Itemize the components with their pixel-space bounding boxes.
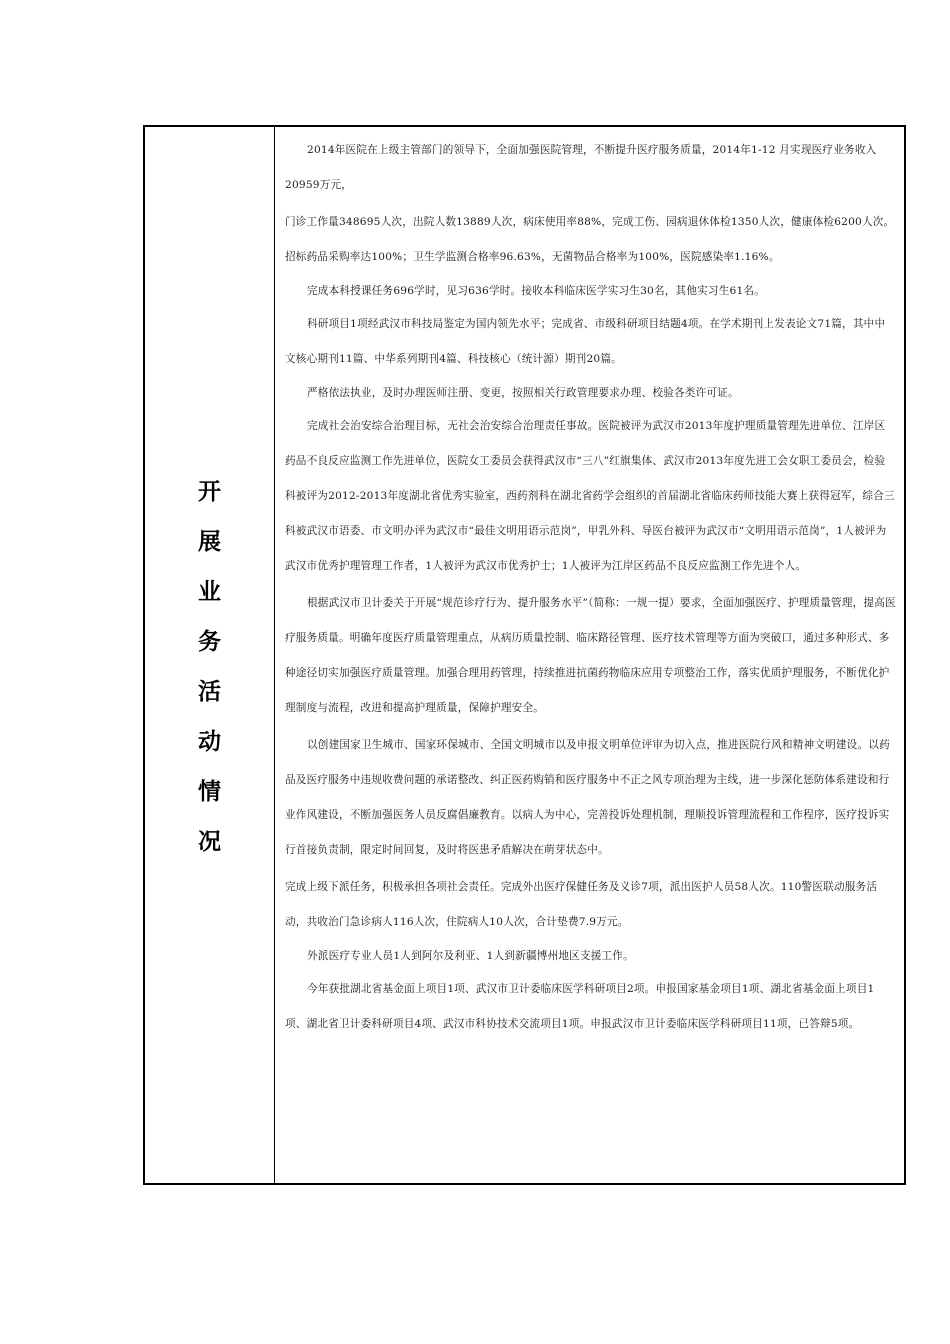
section-label-char: 况: [198, 828, 221, 855]
section-label-char: 展: [198, 528, 221, 555]
section-label-char: 活: [198, 678, 221, 705]
paragraph-honors: 完成社会治安综合治理目标，无社会治安综合治理责任事故。医院被评为武汉市2013年度护理质量管理先进单位、江岸区药品不良反应监测工作先进单位，医院女工委员会获得武汉市“三八”红旗集体、武汉市2013年度先进工会女职工委员会，检验科被评为2012-2013年度湖北省优秀实验室，西药剂科在湖北省药学会组织的首届湖北省临床药师技能大赛上获得冠军，综合三科被武汉市语委、市文明办评为武汉市“最佳文明用语示范岗”，甲乳外科、导医台被评为武汉市“文明用语示范岗”，1人被评为武汉市优秀护理管理工作者，1人被评为武汉市优秀护士；1人被评为江岸区药品不良反应监测工作先进个人。: [285, 420, 895, 572]
paragraph-ethics: 以创建国家卫生城市、国家环保城市、全国文明城市以及申报文明单位评审为切入点，推进医院行风和精神文明建设。以药品及医疗服务中违规收费问题的承诺整改、纠正医药购销和医疗服务中不正之风专项治理为主线，进一步深化惩防体系建设和行业作风建设，不断加强医务人员反腐倡廉教育。以病人为中心，完善投诉处理机制，理顺投诉管理流程和工作程序，医疗投诉实行首接负责制，限定时间回复，及时将医患矛盾解决在萌芽状态中。: [285, 739, 890, 856]
section-label-char: 动: [198, 728, 221, 755]
section-label-char: 情: [198, 778, 221, 805]
paragraph-research: 科研项目1项经武汉市科技局鉴定为国内领先水平；完成省、市级科研项目结题4项。在学术期刊上发表论文71篇，其中中文核心期刊11篇、中华系列期刊4篇、科技核心（统计源）期刊20篇。: [285, 318, 886, 365]
paragraph-social-duty: 完成上级下派任务，积极承担各项社会责任。完成外出医疗保健任务及义诊7项，派出医护人员58人次。110警医联动服务活动，共收治门急诊病人116人次，住院病人10人次，合计垫费7.9万元。: [285, 881, 878, 928]
report-table: [143, 125, 906, 1185]
paragraph-licensing: 严格依法执业，及时办理医师注册、变更，按照相关行政管理要求办理、校验各类许可证。: [307, 387, 739, 399]
paragraph-quality: 根据武汉市卫计委关于开展“规范诊疗行为、提升服务水平”（简称：一规一提）要求，全面加强医疗、护理质量管理，提高医疗服务质量。明确年度医疗质量管理重点，从病历质量控制、临床路径管理、医疗技术管理等方面为突破口，通过多种形式、多种途径切实加强医疗质量管理。加强合理用药管理，持续推进抗菌药物临床应用专项整治工作，落实优质护理服务，不断优化护理制度与流程，改进和提高护理质量，保障护理安全。: [285, 597, 896, 714]
paragraph-overseas: 外派医疗专业人员1人到阿尔及利亚、1人到新疆博州地区支援工作。: [307, 950, 634, 962]
section-label-char: 开: [198, 478, 221, 505]
activity-content-cell: [275, 127, 904, 1183]
section-label-char: 业: [198, 578, 221, 605]
section-label: [145, 467, 274, 867]
paragraph-grants: 今年获批湖北省基金面上项目1项、武汉市卫计委临床医学科研项目2项。申报国家基金项目1项、湖北省基金面上项目1项、湖北省卫计委科研项目4项、武汉市科协技术交流项目1项。申报武汉市卫计委临床医学科研项目11项，已答辩5项。: [285, 983, 875, 1030]
paragraph-revenue: 2014年医院在上级主管部门的领导下，全面加强医院管理，不断提升医疗服务质量，2014年1-12 月实现医疗业务收入20959万元，: [285, 144, 877, 191]
paragraph-workload: 门诊工作量348695人次，出院人数13889人次，病床使用率88%，完成工伤、园病退休体检1350人次，健康体检6200人次。招标药品采购率达100%；卫生学监测合格率96.63%，无菌物品合格率为100%，医院感染率1.16%。: [285, 216, 895, 263]
section-label-cell: [145, 127, 275, 1183]
paragraph-teaching: 完成本科授课任务696学时，见习636学时。接收本科临床医学实习生30名，其他实习生61名。: [307, 285, 765, 297]
section-label-char: 务: [198, 628, 221, 655]
